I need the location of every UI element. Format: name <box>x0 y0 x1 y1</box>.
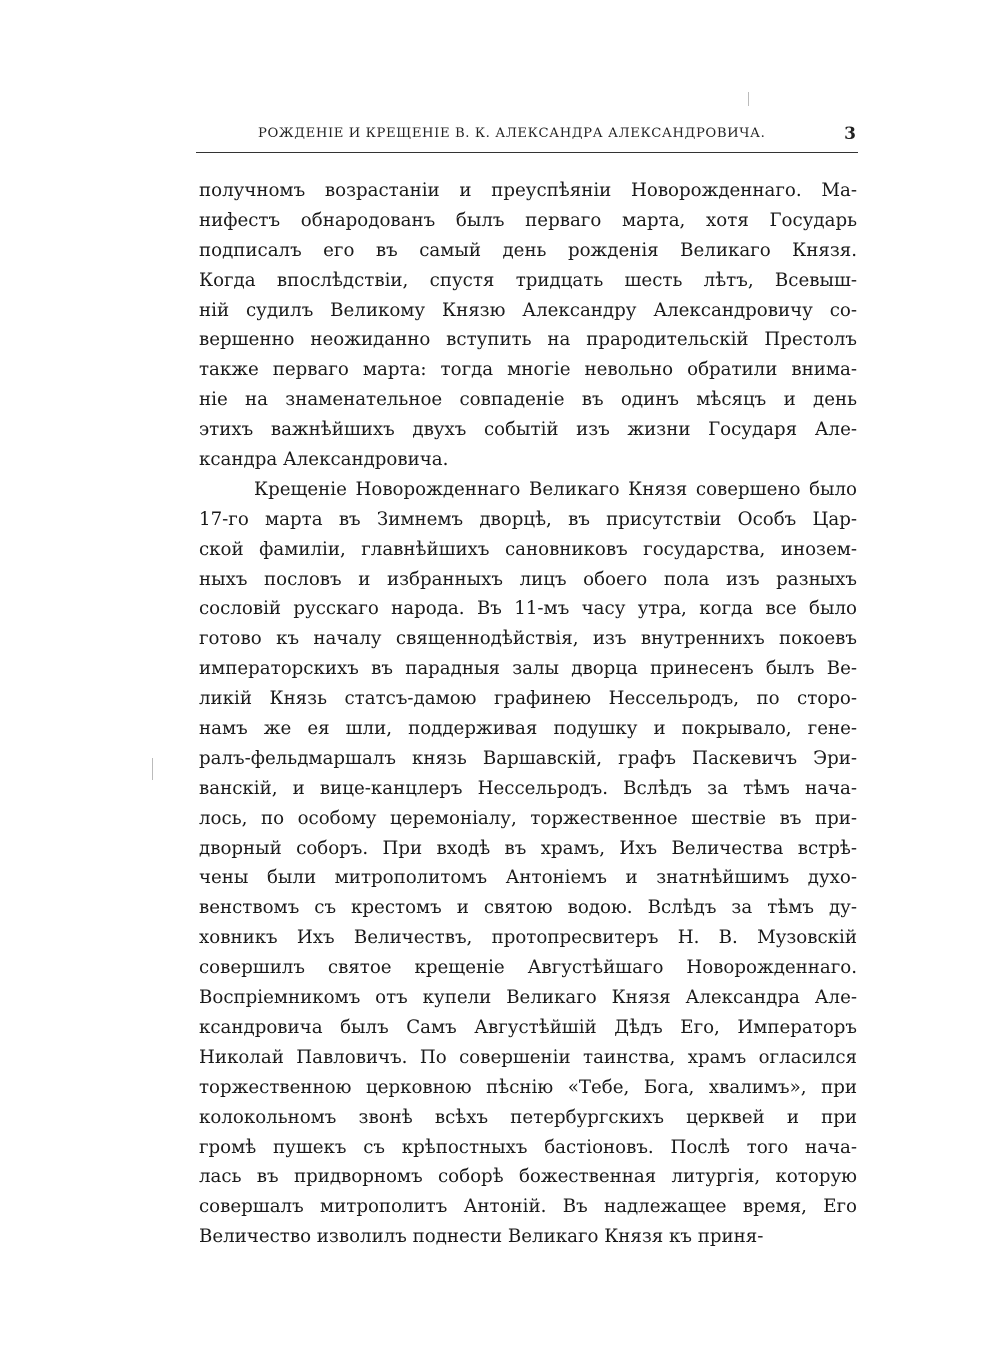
text-line: нифестъ обнародованъ былъ перваго марта, хотя Государь <box>199 209 857 231</box>
text-line: лось, по особому церемонiалу, торжественное шествiе въ при- <box>199 807 857 829</box>
text-line: торжественною церковною пѣснiю «Тебе, Бога, хвалимъ», при <box>199 1076 857 1098</box>
text-line: ныхъ пословъ и избранныхъ лицъ обоего пола изъ разныхъ <box>199 568 857 590</box>
margin-speck <box>748 92 749 106</box>
text-line: ликiй Князь статсъ-дамою графинею Нессельродъ, по сторо- <box>199 688 857 710</box>
running-head <box>196 124 858 153</box>
text-line: Когда впослѣдствiи, спустя тридцать шесть лѣтъ, Всевыш- <box>199 269 857 291</box>
text-line: нiе на знаменательное совпаденiе въ одинъ мѣсяцъ и день <box>199 389 857 411</box>
text-line: подписалъ его въ самый день рожденiя Великаго Князя. <box>199 239 857 261</box>
text-line: вершенно неожиданно вступить на прародительскiй Престолъ <box>199 329 857 351</box>
text-line: ксандра Александровича. <box>199 449 449 471</box>
text-line: совершилъ святое крещенiе Августѣйшаго Новорожденнаго. <box>199 957 857 979</box>
text-line: готово къ началу священнодѣйствiя, изъ внутреннихъ покоевъ <box>199 628 857 650</box>
text-line: громѣ пушекъ съ крѣпостныхъ бастiоновъ. Послѣ того нача- <box>199 1136 857 1158</box>
text-line: получномъ возрастанiи и преуспѣянiи Новорожденнаго. Ма- <box>199 180 857 201</box>
text-line: императорскихъ въ парадныя залы дворца принесенъ былъ Ве- <box>199 658 857 680</box>
running-title: РОЖДЕНIЕ И КРЕЩЕНIЕ В. К. АЛЕКСАНДРА АЛЕКСАНДРОВИЧА. <box>258 126 766 141</box>
text-line: ской фамилiи, главнѣйшихъ сановниковъ государства, инозем- <box>199 538 857 560</box>
text-line: этихъ важнѣйшихъ двухъ событiй изъ жизни Государя Але- <box>199 419 857 441</box>
page-number: 3 <box>844 124 856 144</box>
text-line: ралъ-фельдмаршалъ князь Варшавскiй, графъ Паскевичъ Эри- <box>199 747 857 769</box>
text-line: также перваго марта: тогда многiе невольно обратили внима- <box>199 359 857 381</box>
text-line: 17-го марта въ Зимнемъ дворцѣ, въ присутствiи Особъ Цар- <box>199 508 857 530</box>
text-line: чены были митрополитомъ Антонiемъ и знатнѣйшимъ духо- <box>199 867 857 889</box>
text-line: дворный соборъ. При входѣ въ храмъ, Ихъ Величества встрѣ- <box>199 837 857 859</box>
text-line: сословiй русскаго народа. Въ 11-мъ часу утра, когда все было <box>199 598 857 620</box>
text-line: венствомъ съ крестомъ и святою водою. Вслѣдъ за тѣмъ ду- <box>199 897 857 919</box>
text-line: Николай Павловичъ. По совершенiи таинства, храмъ огласился <box>199 1046 857 1068</box>
paragraph <box>199 176 857 475</box>
text-line: колокольномъ звонѣ всѣхъ петербургскихъ церквей и при <box>199 1106 857 1128</box>
body-text <box>199 176 857 1252</box>
text-line: Величество изволилъ поднести Великаго Князя къ приня- <box>199 1226 764 1248</box>
text-line: ксандровича былъ Самъ Августѣйшiй Дѣдъ Его, Императоръ <box>199 1016 857 1038</box>
text-line: нiй судилъ Великому Князю Александру Александровичу со- <box>199 299 857 321</box>
text-line: ховникъ Ихъ Величествъ, протопресвитеръ Н. В. Музовскiй <box>199 927 857 949</box>
text-line: лась въ придворномъ соборѣ божественная литургiя, которую <box>199 1166 857 1188</box>
text-line: Воспрiемникомъ отъ купели Великаго Князя Александра Але- <box>199 987 857 1009</box>
text-line: совершалъ митрополитъ Антонiй. Въ надлежащее время, Его <box>199 1196 857 1218</box>
margin-speck <box>152 758 153 780</box>
text-line: ванскiй, и вице-канцлеръ Нессельродъ. Вслѣдъ за тѣмъ нача- <box>199 777 857 799</box>
text-line: намъ же ея шли, поддерживая подушку и покрывало, гене- <box>199 718 857 740</box>
paragraph <box>199 475 857 1252</box>
text-line: Крещенiе Новорожденнаго Великаго Князя совершено было <box>254 478 857 500</box>
